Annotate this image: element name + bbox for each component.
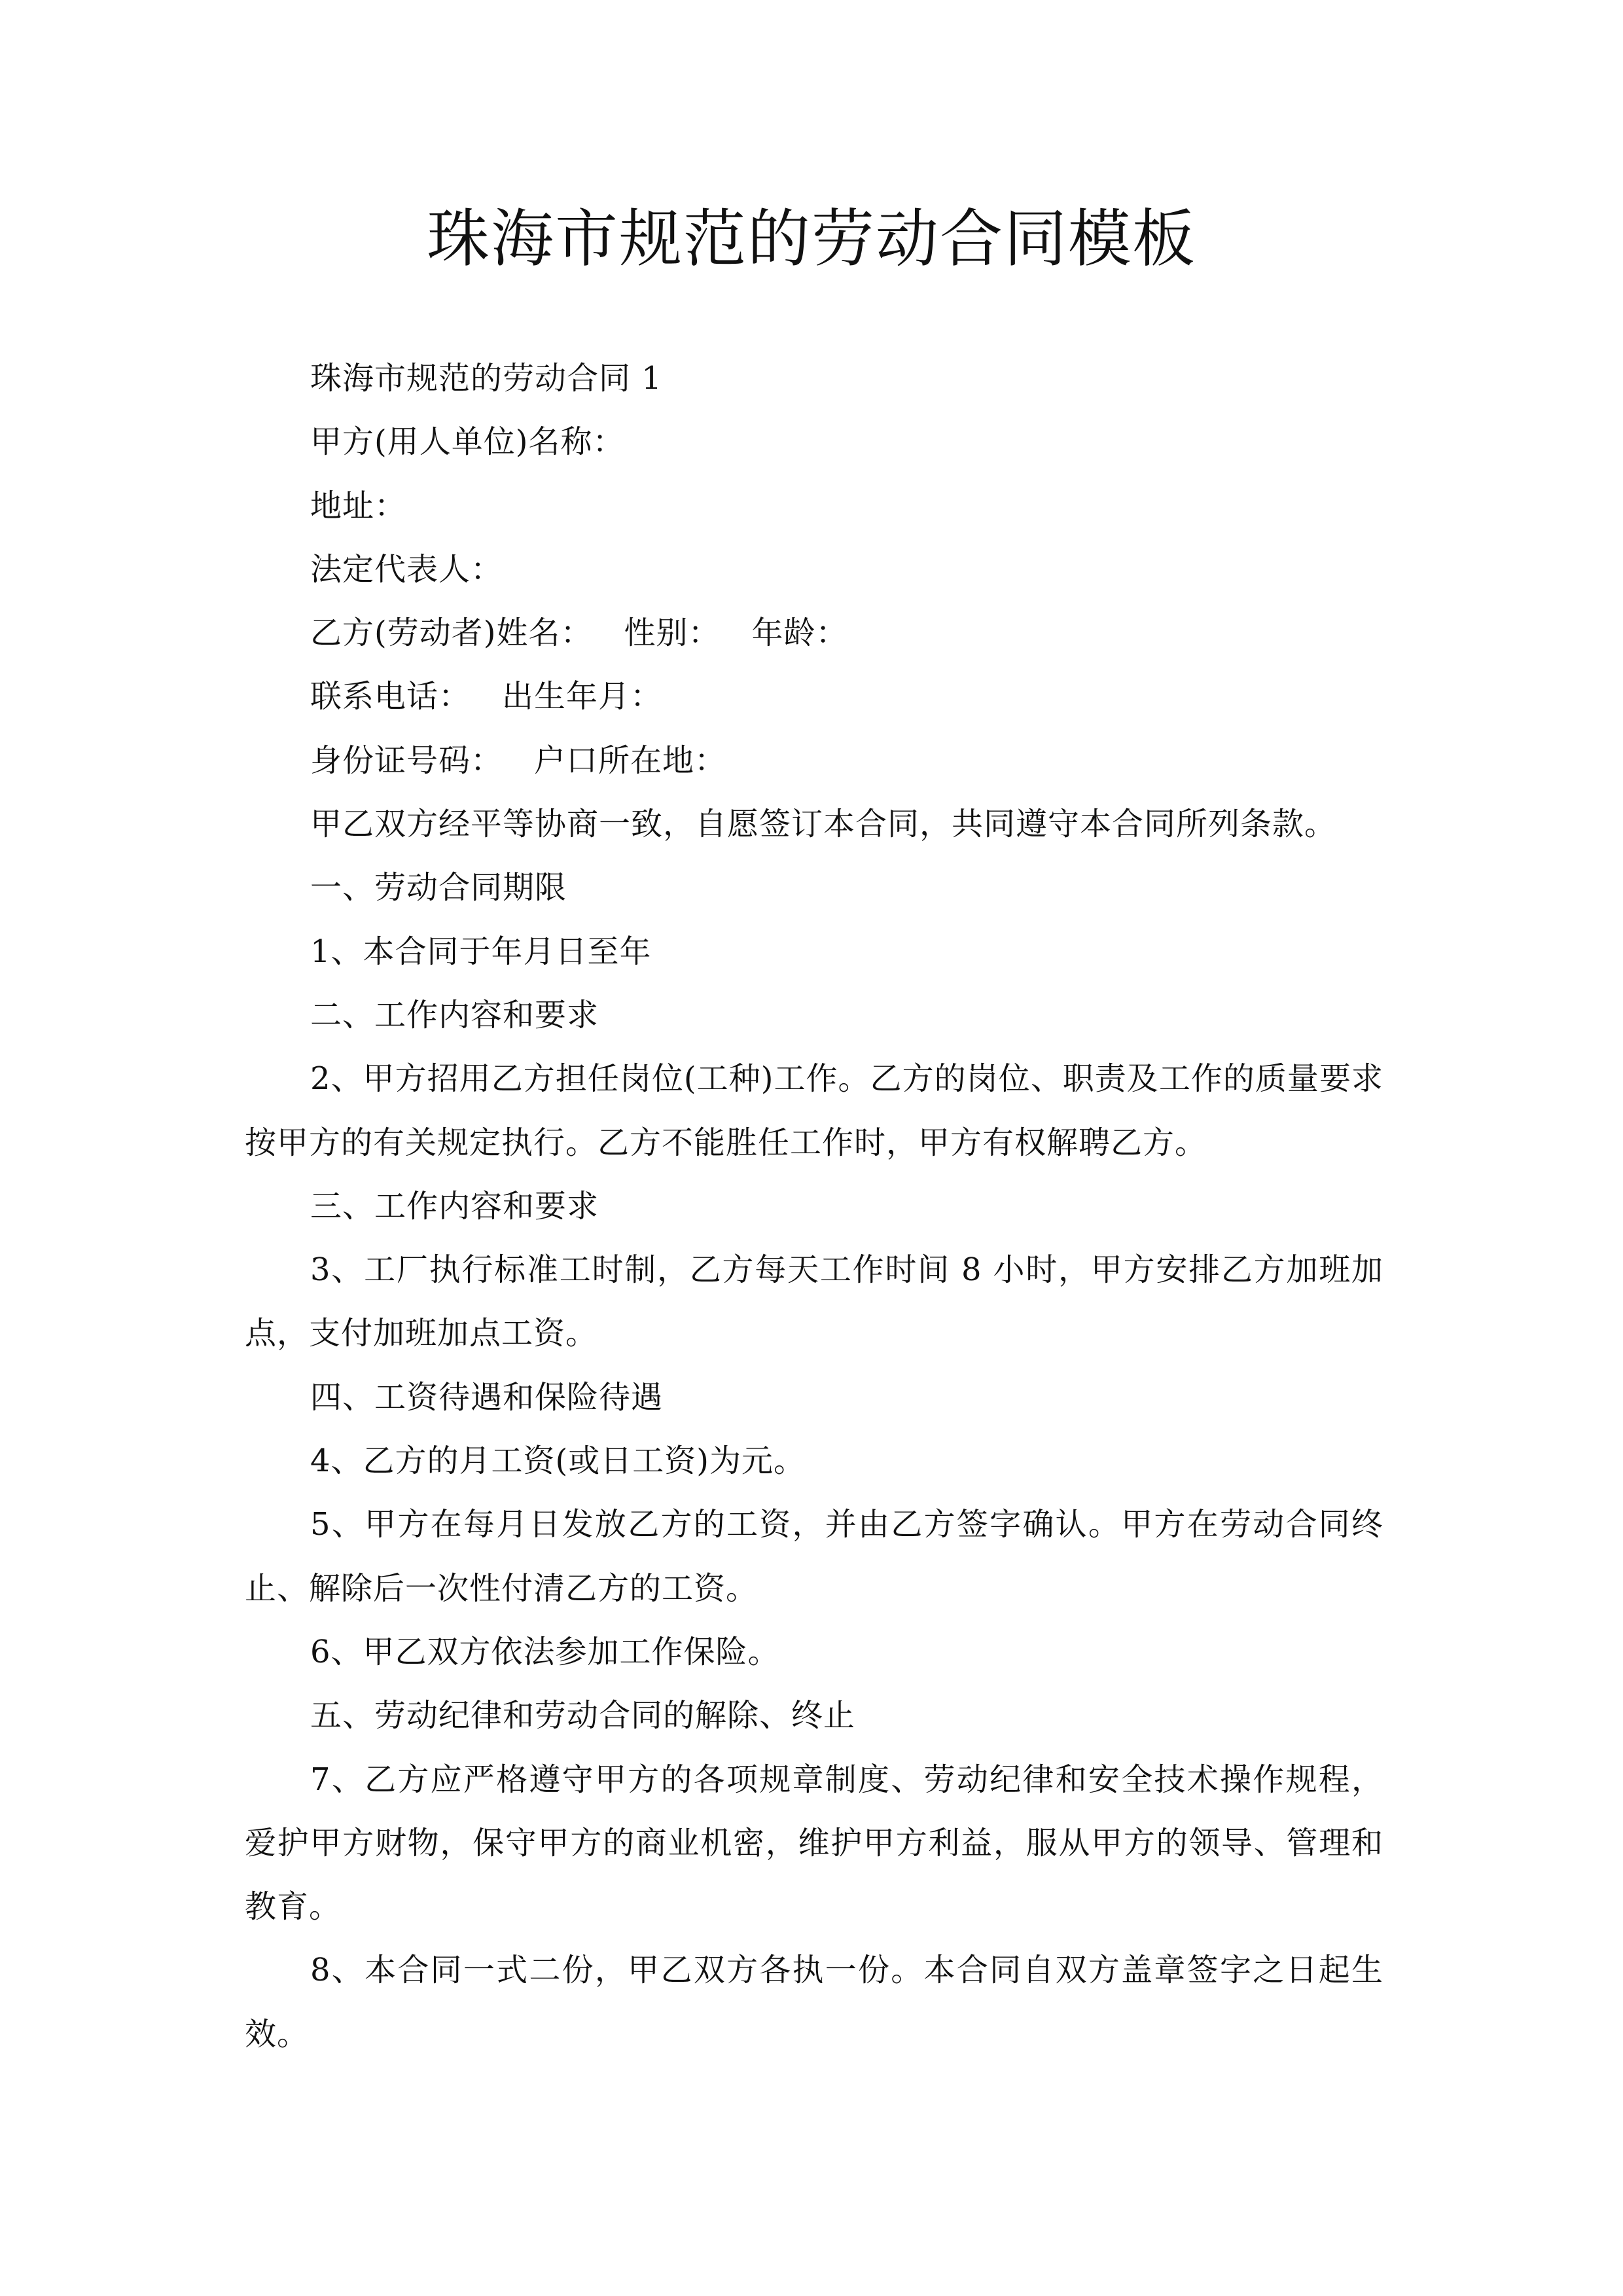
clause-5: 5、甲方在每月日发放乙方的工资，并由乙方签字确认。甲方在劳动合同终止、解除后一次性付清乙方的工资。 (245, 1506, 1383, 1607)
section-heading-1: 一、劳动合同期限 (310, 869, 567, 906)
clause-6: 6、甲乙双方依法参加工作保险。 (310, 1633, 780, 1670)
birth-label: 出生年月： (502, 678, 663, 715)
contract-subtitle: 珠海市规范的劳动合同 1 (310, 360, 662, 397)
address-field (245, 475, 1383, 538)
section-heading-5: 五、劳动纪律和劳动合同的解除、终止 (310, 1697, 856, 1734)
legal-rep-field (245, 538, 1383, 601)
legal-rep-label: 法定代表人： (310, 550, 503, 588)
clause-8: 8、本合同一式二份，甲乙双方各执一份。本合同自双方盖章签字之日起生效。 (245, 1952, 1383, 2053)
intro-paragraph: 甲乙双方经平等协商一致，自愿签订本合同，共同遵守本合同所列条款。 (310, 806, 1337, 843)
contact-field (245, 665, 1383, 728)
gender-label: 性别： (624, 615, 721, 652)
clause-1: 1、本合同于年月日至年 (310, 933, 652, 970)
phone-label: 联系电话： (310, 678, 471, 715)
party-b-info-field (245, 601, 1383, 665)
section-heading-4: 四、工资待遇和保险待遇 (310, 1378, 664, 1416)
id-field (245, 729, 1383, 793)
hukou-label: 户口所在地： (534, 742, 727, 779)
clause-2: 2、甲方招用乙方担任岗位(工种)工作。乙方的岗位、职责及工作的质量要求按甲方的有关规定执行。乙方不能胜任工作时，甲方有权解聘乙方。 (245, 1060, 1383, 1161)
party-b-name-label: 乙方(劳动者)姓名： (310, 615, 593, 652)
address-label: 地址： (310, 487, 407, 524)
party-a-name-label: 甲方(用人单位)名称： (310, 423, 625, 461)
clause-3: 3、工厂执行标准工时制，乙方每天工作时间 8 小时，甲方安排乙方加班加点，支付加班加点工资。 (245, 1251, 1383, 1352)
section-heading-3: 三、工作内容和要求 (310, 1187, 599, 1225)
age-label: 年龄： (751, 615, 848, 652)
section-heading-2: 二、工作内容和要求 (310, 996, 599, 1033)
id-label: 身份证号码： (310, 742, 503, 779)
party-a-name-field (245, 410, 1383, 474)
document-body (245, 347, 1383, 2066)
clause-4: 4、乙方的月工资(或日工资)为元。 (310, 1443, 806, 1480)
clause-7: 7、乙方应严格遵守甲方的各项规章制度、劳动纪律和安全技术操作规程，爱护甲方财物，保守甲方的商业机密，维护甲方利益，服从甲方的领导、管理和教育。 (245, 1761, 1383, 1926)
document-title: 珠海市规范的劳动合同模板 (427, 202, 1196, 276)
